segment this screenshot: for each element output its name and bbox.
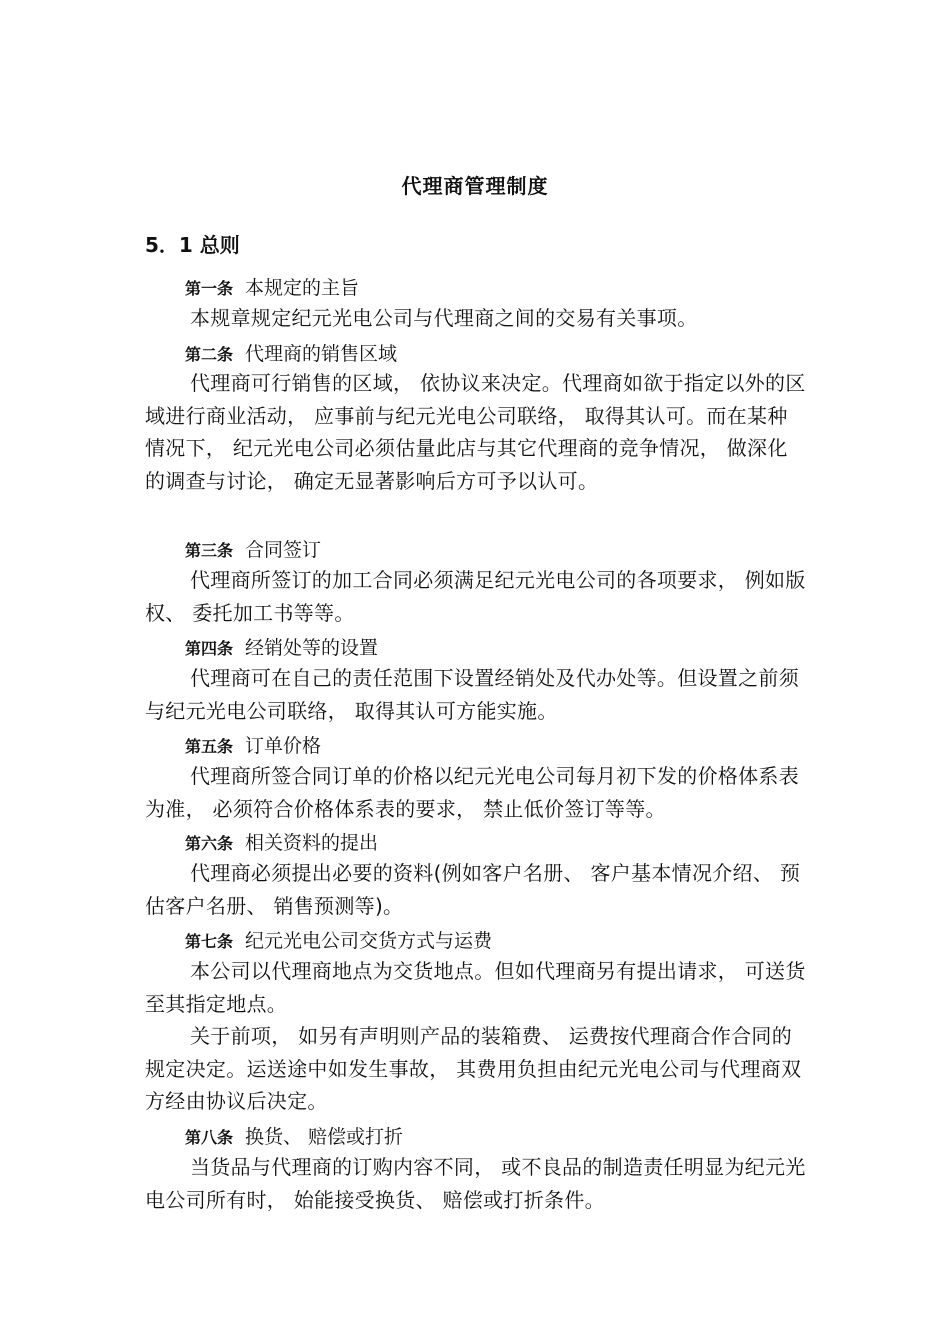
article-paragraph: 代理商可在自己的责任范围下设置经销处及代办处等。但设置之前须与纪元光电公司联络， 取得其认可方能实施。: [145, 666, 799, 723]
article-heading-7: [185, 926, 492, 953]
article-paragraph: 关于前项， 如另有声明则产品的装箱费、 运费按代理商合作合同的规定决定。运送途中如发生事故， 其费用负担由纪元光电公司与代理商双方经由协议后决定。: [145, 1024, 802, 1114]
article-paragraph: 代理商所签合同订单的价格以纪元光电公司每月初下发的价格体系表为准， 必须符合价格体系表的要求， 禁止低价签订等等。: [145, 764, 799, 821]
article-heading-8: [185, 1122, 403, 1149]
article-title: 合同签订: [245, 539, 322, 561]
article-number: 第六条: [185, 834, 234, 853]
article-paragraph: 当货品与代理商的订购内容不同， 或不良品的制造责任明显为纪元光电公司所有时， 始能接受换货、 赔偿或打折条件。: [145, 1155, 806, 1212]
article-paragraph: 代理商所签订的加工合同必须满足纪元光电公司的各项要求， 例如版权、 委托加工书等等。: [145, 568, 806, 625]
article-number: 第七条: [185, 932, 234, 951]
article-paragraph: 代理商必须提出必要的资料(例如客户名册、 客户基本情况介绍、 预估客户名册、 销售预测等)。: [145, 861, 801, 918]
article-number: 第四条: [185, 639, 234, 658]
section-heading: 5．1 总则: [145, 233, 240, 257]
article-number: 第二条: [185, 345, 234, 364]
article-paragraph: 代理商可行销售的区域， 依协议来决定。代理商如欲于指定以外的区域进行商业活动， 应事前与纪元光电公司联络， 取得其认可。而在某种情况下， 纪元光电公司必须估量此店与其它代理商的竞争情况， 做深化的调查与讨论， 确定无显著影响后方可予以认可。: [145, 371, 806, 493]
article-title: 经销处等的设置: [245, 637, 379, 659]
article-heading-4: [185, 633, 378, 660]
article-paragraph: 本规章规定纪元光电公司与代理商之间的交易有关事项。: [190, 306, 698, 330]
article-title: 订单价格: [245, 735, 322, 757]
article-number: 第三条: [185, 541, 234, 560]
article-title: 代理商的销售区域: [245, 343, 398, 365]
document-title: 代理商管理制度: [401, 174, 549, 198]
article-number: 第五条: [185, 737, 234, 756]
article-heading-1: [185, 273, 359, 300]
article-heading-5: [185, 731, 321, 758]
article-title: 换货、 赔偿或打折: [245, 1126, 404, 1148]
article-paragraph: 本公司以代理商地点为交货地点。但如代理商另有提出请求， 可送货至其指定地点。: [145, 959, 806, 1016]
article-title: 相关资料的提出: [245, 832, 379, 854]
article-number: 第八条: [185, 1128, 234, 1147]
article-heading-3: [185, 535, 321, 562]
article-title: 纪元光电公司交货方式与运费: [245, 930, 493, 952]
article-title: 本规定的主旨: [245, 277, 360, 299]
article-heading-2: [185, 339, 397, 366]
article-heading-6: [185, 828, 378, 855]
article-number: 第一条: [185, 279, 234, 298]
